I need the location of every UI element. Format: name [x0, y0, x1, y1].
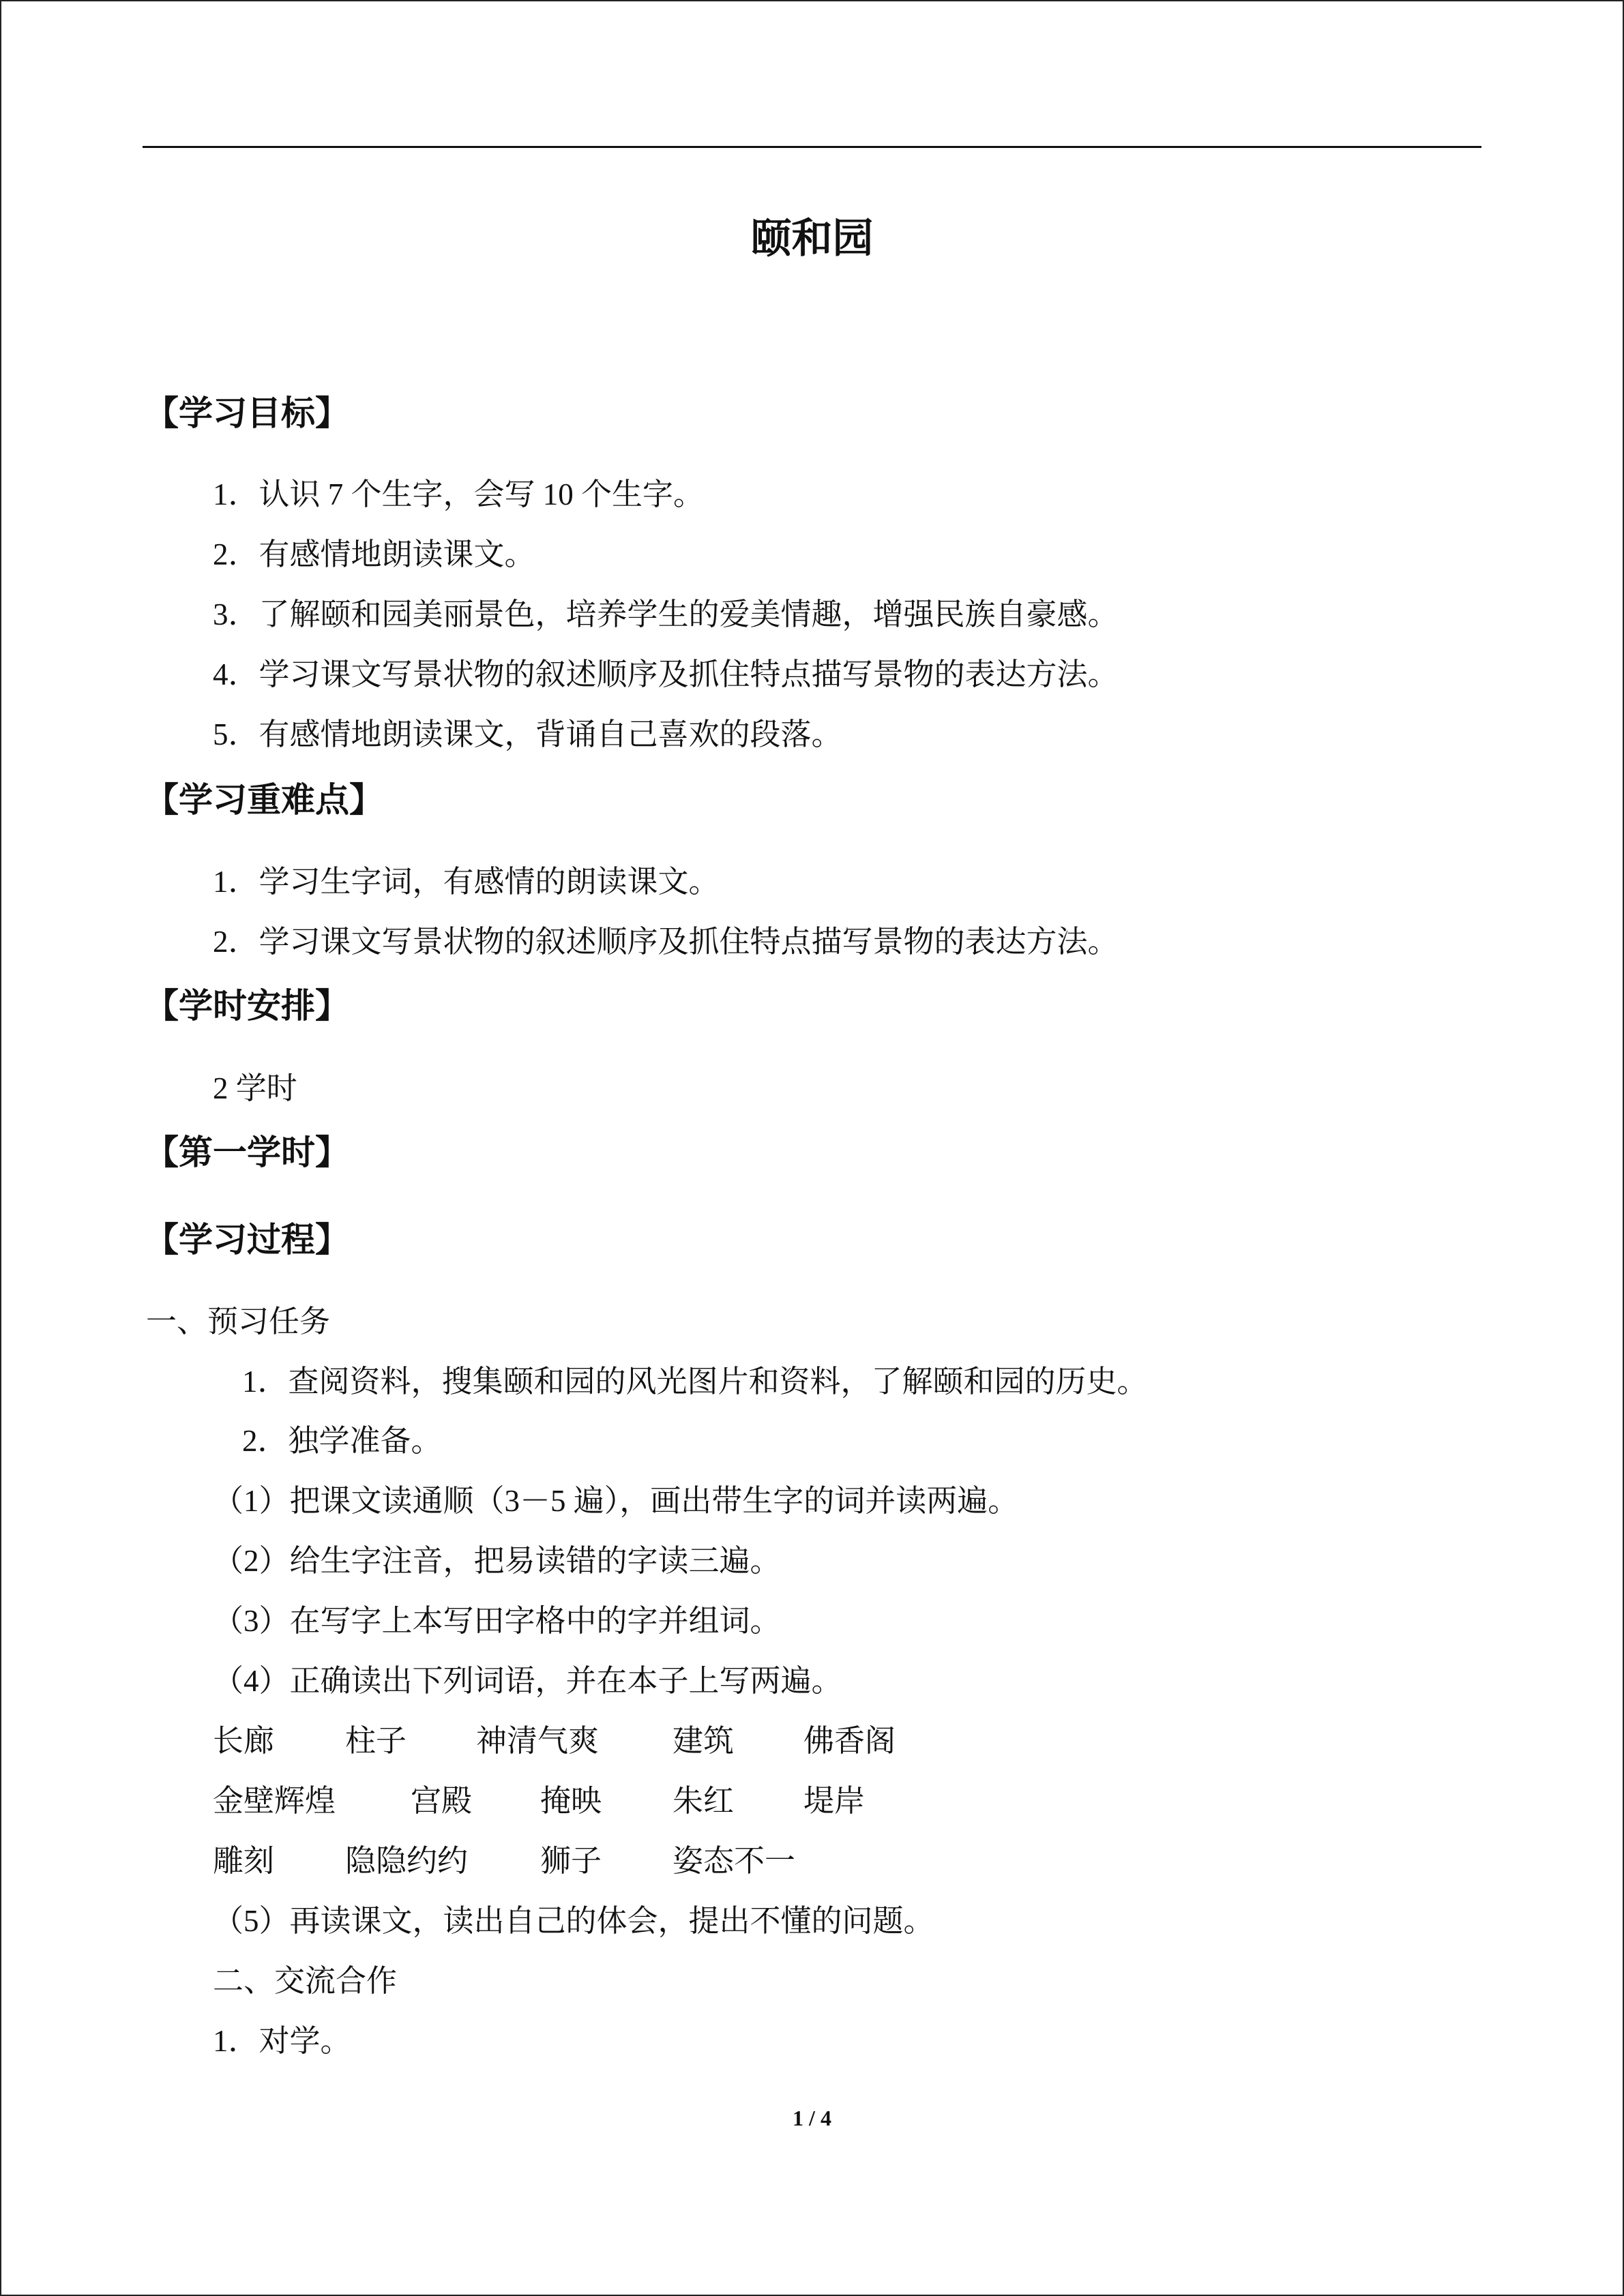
step-item-1: （1）把课文读通顺（3－5 遍），画出带生字的词并读两遍。	[213, 1484, 1019, 1518]
word: 朱红	[673, 1784, 735, 1818]
word: 神清气爽	[476, 1724, 600, 1758]
task-item-1: 1．查阅资料，搜集颐和园的风光图片和资料，了解颐和园的历史。	[242, 1365, 1148, 1399]
word: 隐隐约约	[345, 1844, 469, 1878]
word: 宫殿	[411, 1784, 473, 1818]
step-item-3: （3）在写字上本写田字格中的字并组词。	[213, 1604, 781, 1638]
word: 姿态不一	[673, 1844, 796, 1878]
word: 佛香阁	[803, 1724, 896, 1758]
document-title: 颐和园	[750, 215, 874, 263]
task-item-2: 2．独学准备。	[242, 1424, 442, 1458]
word: 金壁辉煌	[213, 1784, 336, 1818]
heading-schedule: 【学时安排】	[145, 986, 349, 1026]
step-item-4: （4）正确读出下列词语，并在本子上写两遍。	[213, 1664, 842, 1698]
word: 柱子	[345, 1724, 407, 1758]
part2-item-1: 1．对学。	[213, 2024, 351, 2058]
page-number: 1 / 4	[793, 2106, 831, 2130]
key-point-item-1: 1．学习生字词，有感情的朗读课文。	[213, 865, 720, 899]
heading-learning-goals: 【学习目标】	[145, 393, 349, 433]
part1-title: 一、预习任务	[146, 1304, 331, 1339]
word: 建筑	[673, 1724, 735, 1758]
word: 狮子	[540, 1844, 602, 1878]
goal-item-2: 2．有感情地朗读课文。	[213, 537, 535, 571]
goal-item-4: 4．学习课文写景状物的叙述顺序及抓住特点描写景物的表达方法。	[213, 657, 1119, 691]
heading-key-points: 【学习重难点】	[145, 780, 383, 820]
word: 堤岸	[803, 1784, 866, 1818]
heading-first-period: 【第一学时】	[145, 1133, 349, 1172]
goal-item-1: 1．认识 7 个生字，会写 10 个生字。	[213, 477, 705, 511]
step-item-5: （5）再读课文，读出自己的体会，提出不懂的问题。	[213, 1904, 934, 1938]
word: 长廊	[213, 1724, 275, 1758]
schedule-text: 2 学时	[213, 1071, 297, 1105]
key-point-item-2: 2．学习课文写景状物的叙述顺序及抓住特点描写景物的表达方法。	[213, 925, 1119, 959]
goal-item-5: 5．有感情地朗读课文，背诵自己喜欢的段落。	[213, 717, 842, 751]
heading-learning-process: 【学习过程】	[145, 1220, 349, 1259]
goal-item-3: 3．了解颐和园美丽景色，培养学生的爱美情趣，增强民族自豪感。	[213, 597, 1119, 631]
word: 雕刻	[213, 1844, 275, 1878]
header-rule	[143, 146, 1481, 148]
word: 掩映	[540, 1784, 602, 1818]
part2-title: 二、交流合作	[213, 1964, 398, 1998]
step-item-2: （2）给生字注音，把易读错的字读三遍。	[213, 1544, 781, 1578]
